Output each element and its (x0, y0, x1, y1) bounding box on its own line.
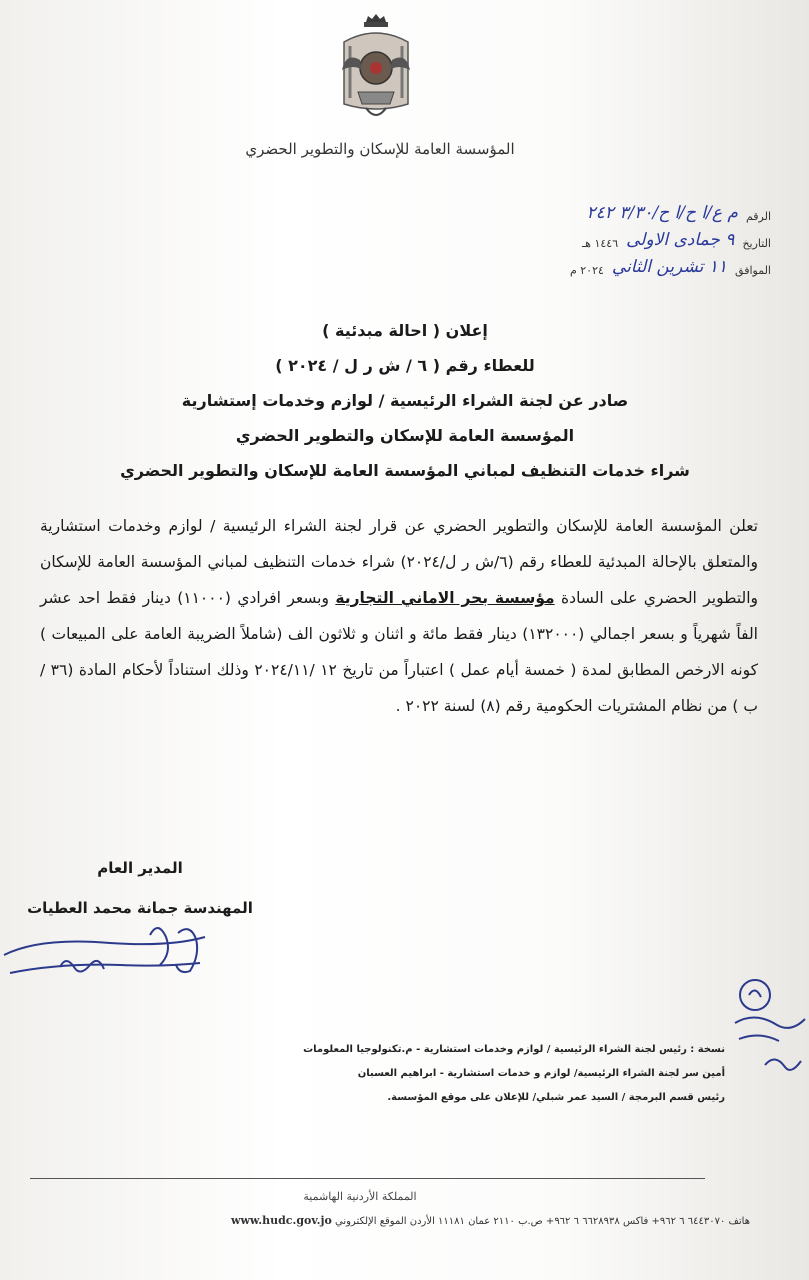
body-part-1: تعلن المؤسسة العامة للإسكان والتطوير الحضري عن قرار لجنة الشراء الرئيسية / لوازم وخدمات استشارية والمتعلق بالإحالة المبدئية للعطاء رقم (٦/ش ر ل/٢٠٢٤) شراء خدمات التنظيف لمباني المؤسسة العامة للإسكان والتطوير الحضري على السادة (40, 517, 759, 607)
body-company-name: مؤسسة بحر الاماني التجارية (335, 589, 555, 607)
signatory-title: المدير العام (97, 859, 183, 877)
copies-distribution (65, 1038, 725, 1110)
heading-line-4: المؤسسة العامة للإسكان والتطوير الحضري (235, 426, 575, 445)
heading-line-2: للعطاء رقم ( ٦ / ش ر ل / ٢٠٢٤ ) (275, 356, 535, 375)
letterhead-org-name: المؤسسة العامة للإسكان والتطوير الحضري (245, 140, 515, 158)
copies-line-2: أمين سر لجنة الشراء الرئيسية/ لوازم و خدمات استشارية - ابراهيم العسبان (357, 1068, 725, 1079)
heading-line-3: صادر عن لجنة الشراء الرئيسية / لوازم وخدمات إستشارية (181, 391, 629, 410)
reference-date-value: ٩ جمادى الاولى (626, 230, 735, 250)
signatory-name: المهندسة جمانة محمد العطيات (27, 899, 253, 917)
reference-corresponding-value: ١١ تشرين الثاني (611, 257, 728, 277)
reference-number-label: الرقم (745, 210, 771, 223)
footer-contact-details: هاتف ٦٤٤٣٠٧٠ ٦ ٩٦٢+ فاكس ٦٦٢٨٩٣٨ ٦ ٩٦٢+ ص.ب ٢١١٠ عمان ١١١٨١ الأردن الموقع الإلكتروني (334, 1216, 750, 1227)
reference-number-value: م ع/ا ح/ا ح/٣/٣٠ ٢٤٢ (586, 203, 738, 223)
handwritten-initials-icon (725, 975, 809, 1085)
reference-date-suffix: ١٤٤٦ هـ (581, 237, 619, 250)
reference-number-row (481, 196, 771, 223)
announcement-body (40, 508, 758, 724)
heading-line-1: إعلان ( احالة مبدئية ) (322, 321, 488, 340)
reference-corresponding-label: الموافق (735, 264, 771, 277)
reference-corresponding-suffix: ٢٠٢٤ م (569, 264, 604, 277)
reference-date-row (481, 223, 771, 250)
footer-website-link[interactable]: www.hudc.gov.jo (230, 1214, 332, 1227)
body-part-2: وبسعر افرادي (١١٠٠٠) دينار فقط احد عشر الفاً شهرياً و بسعر اجمالي (١٣٢٠٠٠) دينار فقط مائة و اثنان و ثلاثون الف (شاملاً الضريبة العامة على المبيعات ) كونه الارخص المطابق لمدة ( خمسة أيام عمل ) اعتباراً من تاريخ ١٢ /٢٠٢٤/١١ وذلك استناداً لأحكام المادة (٣٦ / ب ) من نظام المشتريات الحكومية رقم (٨) لسنة ٢٠٢٢ . (40, 589, 758, 715)
footer-divider (30, 1178, 705, 1179)
reference-corresponding-row (481, 250, 771, 277)
copies-line-1: نسخة : رئيس لجنة الشراء الرئيسية / لوازم وخدمات استشارية - م.تكنولوجيا المعلومات (303, 1044, 725, 1055)
footer-contact (40, 1214, 750, 1227)
reference-date-label: التاريخ (742, 237, 771, 250)
reference-block (481, 196, 771, 277)
announcement-heading (60, 313, 750, 488)
heading-line-5: شراء خدمات التنظيف لمباني المؤسسة العامة للإسكان والتطوير الحضري (120, 461, 690, 480)
footer-country: المملكة الأردنية الهاشمية (303, 1190, 417, 1203)
handwritten-signature-icon (0, 915, 240, 990)
royal-crest-icon (336, 12, 416, 127)
copies-line-3: رئيس قسم البرمجة / السيد عمر شبلي/ للإعلان على موقع المؤسسة. (387, 1092, 725, 1103)
